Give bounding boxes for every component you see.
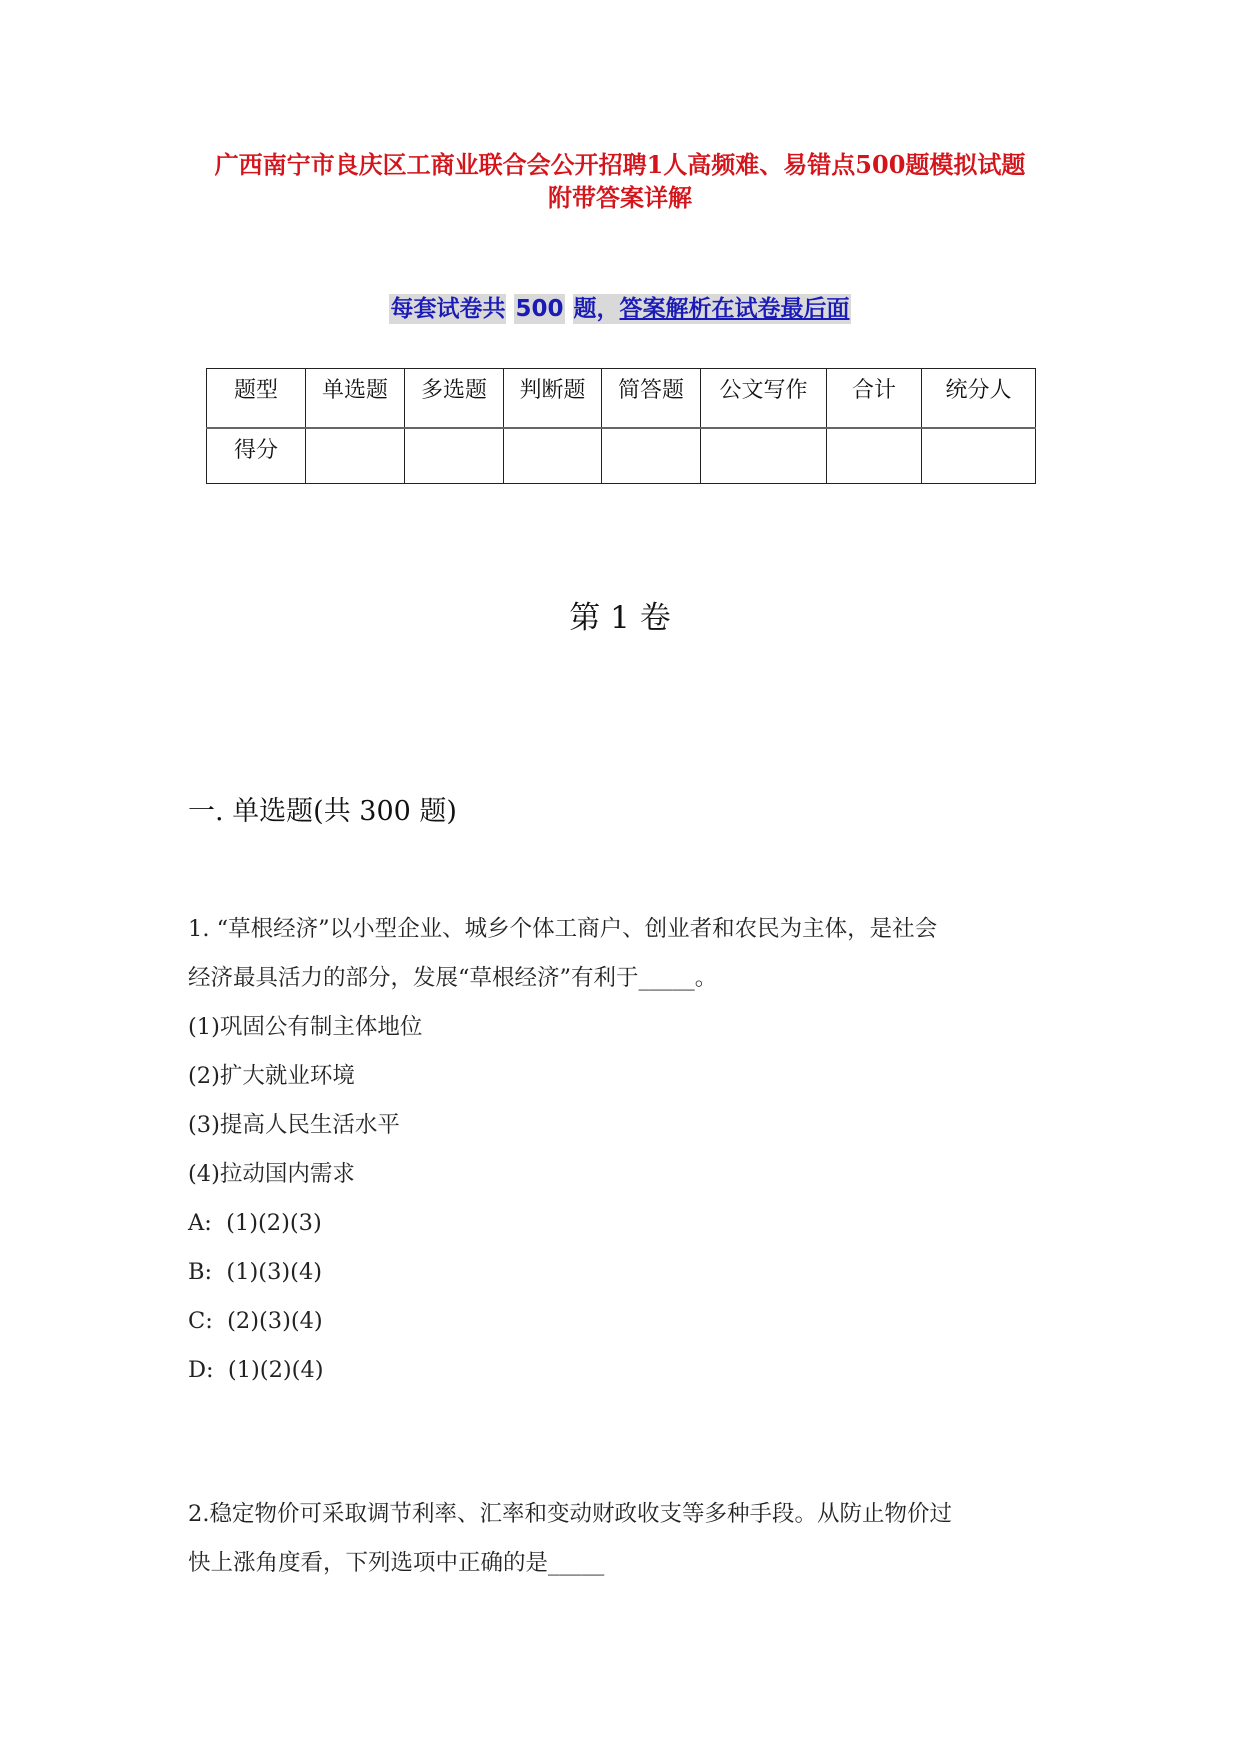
question-1-statement-2: (2)扩大就业环境 xyxy=(188,1063,355,1089)
question-1-statement-1: (1)巩固公有制主体地位 xyxy=(188,1014,423,1040)
header-cell-short-answer: 简答题 xyxy=(602,369,701,429)
score-table-header-row xyxy=(207,369,1036,429)
question-1 xyxy=(188,905,1048,1395)
question-1-option-b: B: (1)(3)(4) xyxy=(188,1259,323,1285)
score-table xyxy=(206,368,1036,484)
header-cell-type: 题型 xyxy=(207,369,306,429)
score-cell xyxy=(306,428,405,484)
header-cell-official-writing: 公文写作 xyxy=(701,369,827,429)
question-1-line-2: 经济最具活力的部分，发展“草根经济”有利于_____。 xyxy=(188,965,718,991)
header-cell-total: 合计 xyxy=(827,369,922,429)
question-2 xyxy=(188,1490,1048,1588)
answer-explanation-link[interactable]: 答案解析在试卷最后面 xyxy=(619,296,850,322)
subtitle-part2: 题， xyxy=(573,296,620,322)
question-2-line-2: 快上涨角度看，下列选项中正确的是_____ xyxy=(188,1550,605,1576)
question-1-option-d: D: (1)(2)(4) xyxy=(188,1357,324,1383)
subtitle-part1: 每套试卷共 xyxy=(390,296,506,322)
score-cell xyxy=(827,428,922,484)
question-2-line-1: 2.稳定物价可采取调节利率、汇率和变动财政收支等多种手段。从防止物价过 xyxy=(188,1501,952,1527)
volume-heading: 第 1 卷 xyxy=(569,600,671,636)
section-heading: 一. 单选题(共 300 题) xyxy=(188,796,457,827)
header-cell-single-choice: 单选题 xyxy=(306,369,405,429)
document-title xyxy=(180,148,1060,214)
header-cell-scorer: 统分人 xyxy=(922,369,1036,429)
question-1-option-a: A: (1)(2)(3) xyxy=(188,1210,322,1236)
subtitle-count: 500 xyxy=(515,296,564,322)
score-cell xyxy=(504,428,602,484)
header-cell-multiple-choice: 多选题 xyxy=(405,369,504,429)
row-label-score: 得分 xyxy=(207,428,306,484)
score-cell xyxy=(405,428,504,484)
score-table-score-row xyxy=(207,428,1036,484)
score-cell xyxy=(701,428,827,484)
subtitle-notice xyxy=(0,292,1240,326)
question-1-statement-4: (4)拉动国内需求 xyxy=(188,1161,355,1187)
subtitle-answer-link-wrap xyxy=(573,294,851,324)
header-cell-true-false: 判断题 xyxy=(504,369,602,429)
title-line-1: 广西南宁市良庆区工商业联合会公开招聘1人高频难、易错点500题模拟试题 xyxy=(214,150,1026,179)
question-1-line-1: 1. “草根经济”以小型企业、城乡个体工商户、创业者和农民为主体，是社会 xyxy=(188,916,938,942)
title-line-2: 附带答案详解 xyxy=(548,183,692,212)
score-cell xyxy=(602,428,701,484)
score-cell xyxy=(922,428,1036,484)
question-1-option-c: C: (2)(3)(4) xyxy=(188,1308,323,1334)
question-1-statement-3: (3)提高人民生活水平 xyxy=(188,1112,400,1138)
